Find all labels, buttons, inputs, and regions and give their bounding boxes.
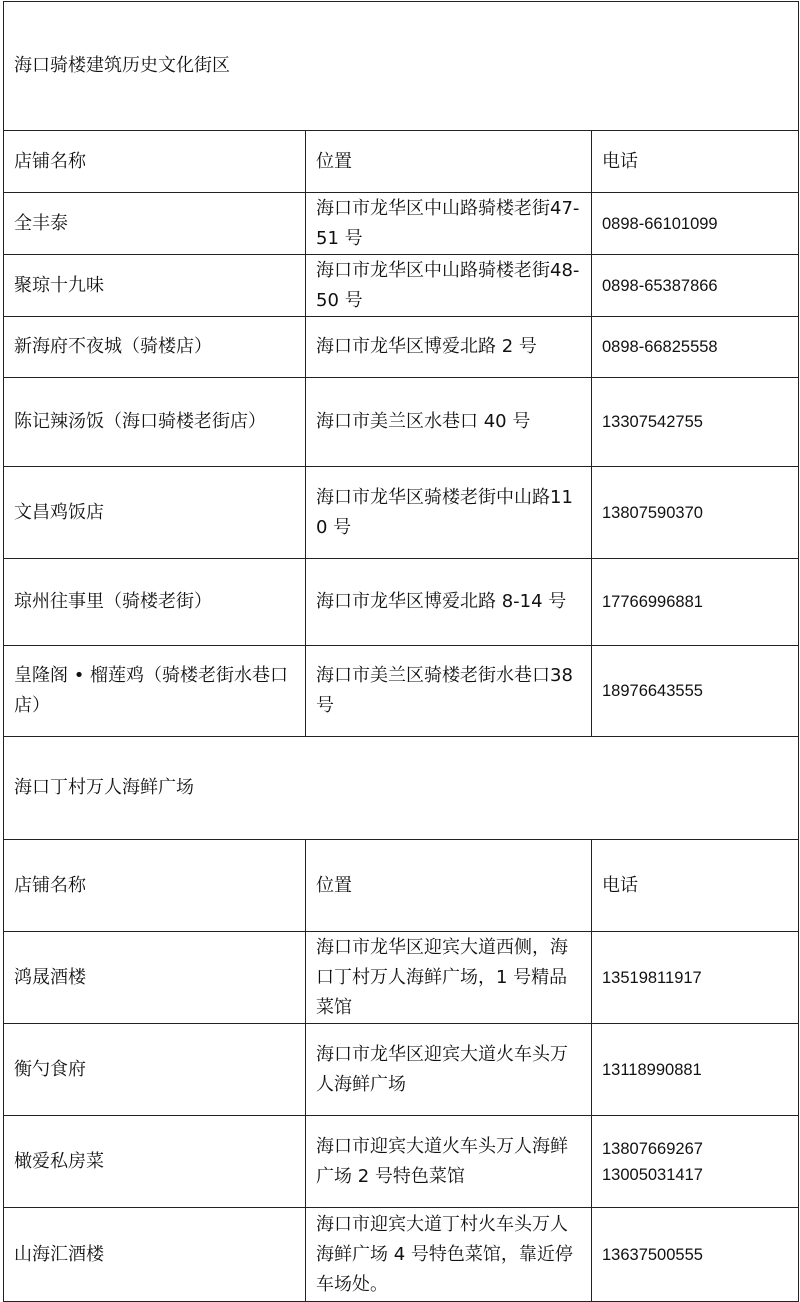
shop-phone: 13307542755 bbox=[592, 378, 799, 467]
table-row bbox=[4, 1208, 799, 1302]
header-location: 位置 bbox=[306, 131, 592, 193]
table-row bbox=[4, 467, 799, 559]
shop-phone: 13118990881 bbox=[592, 1024, 799, 1116]
header-phone: 电话 bbox=[592, 840, 799, 932]
table-header-row bbox=[4, 131, 799, 193]
table-row bbox=[4, 1024, 799, 1116]
shop-name: 琼州往事里（骑楼老街） bbox=[4, 559, 306, 646]
table-row bbox=[4, 193, 799, 255]
shop-phone: 17766996881 bbox=[592, 559, 799, 646]
shop-location: 海口市龙华区中山路骑楼老街47-51 号 bbox=[306, 193, 592, 255]
shop-phone: 18976643555 bbox=[592, 646, 799, 737]
header-location: 位置 bbox=[306, 840, 592, 932]
shop-name: 橄爱私房菜 bbox=[4, 1116, 306, 1208]
shop-name: 全丰泰 bbox=[4, 193, 306, 255]
shop-location: 海口市龙华区中山路骑楼老街48-50 号 bbox=[306, 255, 592, 317]
shop-location: 海口市龙华区迎宾大道西侧，海口丁村万人海鲜广场，1 号精品菜馆 bbox=[306, 932, 592, 1024]
restaurant-directory-table bbox=[3, 1, 799, 1302]
shop-location: 海口市美兰区骑楼老街水巷口38 号 bbox=[306, 646, 592, 737]
shop-location: 海口市美兰区水巷口 40 号 bbox=[306, 378, 592, 467]
section-title-row bbox=[4, 737, 799, 840]
shop-phone bbox=[592, 1116, 799, 1208]
table-row bbox=[4, 317, 799, 378]
shop-name: 山海汇酒楼 bbox=[4, 1208, 306, 1302]
table-row bbox=[4, 932, 799, 1024]
shop-location: 海口市龙华区博爱北路 8-14 号 bbox=[306, 559, 592, 646]
table-row bbox=[4, 646, 799, 737]
header-phone: 电话 bbox=[592, 131, 799, 193]
header-name: 店铺名称 bbox=[4, 840, 306, 932]
section-title: 海口骑楼建筑历史文化街区 bbox=[4, 2, 799, 131]
shop-location: 海口市迎宾大道火车头万人海鲜广场 2 号特色菜馆 bbox=[306, 1116, 592, 1208]
shop-phone: 0898-65387866 bbox=[592, 255, 799, 317]
header-name: 店铺名称 bbox=[4, 131, 306, 193]
shop-phone-line: 13807669267 bbox=[602, 1139, 703, 1158]
shop-phone: 0898-66825558 bbox=[592, 317, 799, 378]
table-row bbox=[4, 378, 799, 467]
shop-name: 皇隆阁 • 榴莲鸡（骑楼老街水巷口店） bbox=[4, 646, 306, 737]
table-row bbox=[4, 1116, 799, 1208]
shop-phone: 13807590370 bbox=[592, 467, 799, 559]
shop-name: 陈记辣汤饭（海口骑楼老街店） bbox=[4, 378, 306, 467]
shop-location: 海口市龙华区迎宾大道火车头万人海鲜广场 bbox=[306, 1024, 592, 1116]
table-row bbox=[4, 255, 799, 317]
shop-name: 鸿晟酒楼 bbox=[4, 932, 306, 1024]
section-title-row bbox=[4, 2, 799, 131]
shop-phone: 13637500555 bbox=[592, 1208, 799, 1302]
table-row bbox=[4, 559, 799, 646]
shop-phone: 0898-66101099 bbox=[592, 193, 799, 255]
shop-location: 海口市龙华区骑楼老街中山路110 号 bbox=[306, 467, 592, 559]
shop-phone-line: 13005031417 bbox=[602, 1165, 703, 1184]
table-header-row bbox=[4, 840, 799, 932]
shop-location: 海口市龙华区博爱北路 2 号 bbox=[306, 317, 592, 378]
shop-name: 文昌鸡饭店 bbox=[4, 467, 306, 559]
shop-name: 聚琼十九味 bbox=[4, 255, 306, 317]
section-title: 海口丁村万人海鲜广场 bbox=[4, 737, 799, 840]
shop-name: 新海府不夜城（骑楼店） bbox=[4, 317, 306, 378]
shop-location: 海口市迎宾大道丁村火车头万人海鲜广场 4 号特色菜馆，靠近停车场处。 bbox=[306, 1208, 592, 1302]
shop-phone: 13519811917 bbox=[592, 932, 799, 1024]
shop-name: 衡勺食府 bbox=[4, 1024, 306, 1116]
